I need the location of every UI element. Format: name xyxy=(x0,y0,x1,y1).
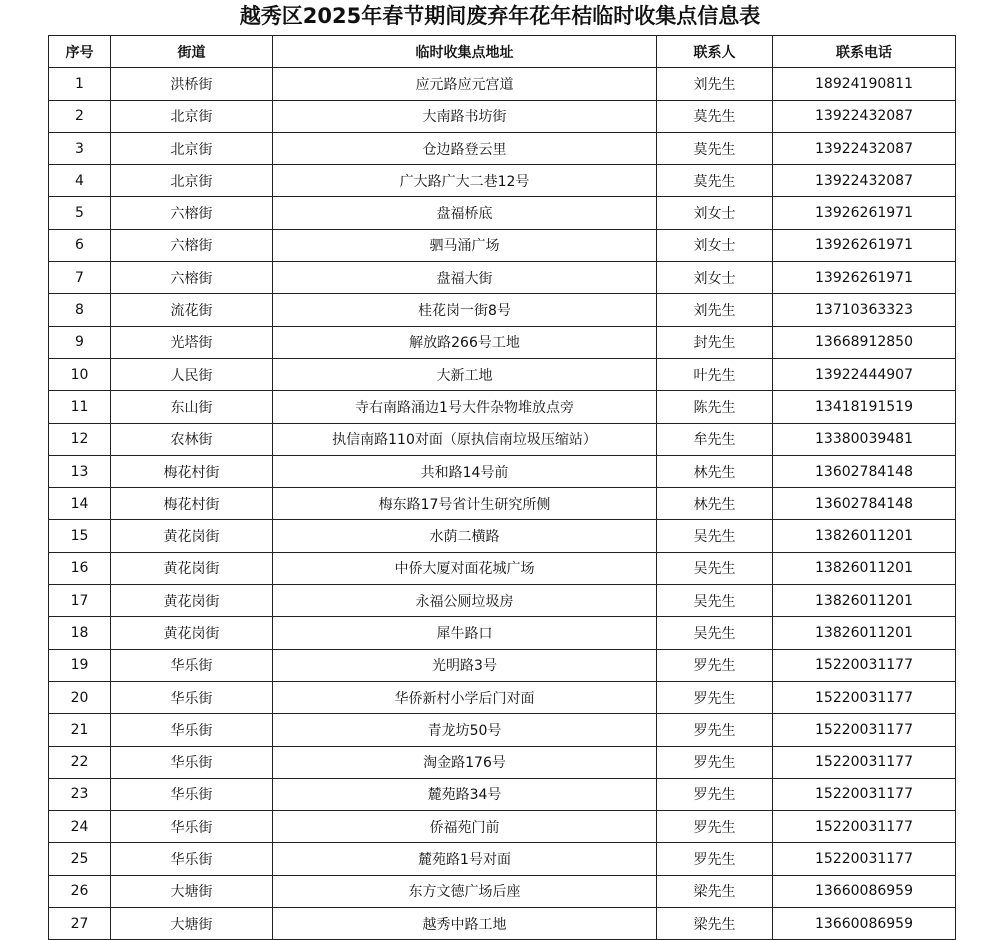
cell-contact: 梁先生 xyxy=(657,908,773,940)
cell-street: 北京街 xyxy=(111,100,273,132)
cell-address: 麓苑路1号对面 xyxy=(273,843,657,875)
cell-street: 黄花岗街 xyxy=(111,617,273,649)
table-row xyxy=(49,875,956,907)
cell-phone: 13602784148 xyxy=(773,488,956,520)
cell-address: 应元路应元宫道 xyxy=(273,68,657,100)
cell-contact: 梁先生 xyxy=(657,875,773,907)
cell-contact: 牟先生 xyxy=(657,423,773,455)
cell-phone: 13668912850 xyxy=(773,326,956,358)
cell-contact: 林先生 xyxy=(657,455,773,487)
cell-phone: 13826011201 xyxy=(773,520,956,552)
cell-street: 六榕街 xyxy=(111,197,273,229)
cell-index: 13 xyxy=(49,455,111,487)
cell-street: 人民街 xyxy=(111,358,273,390)
cell-contact: 刘女士 xyxy=(657,229,773,261)
cell-address: 犀牛路口 xyxy=(273,617,657,649)
cell-address: 东方文德广场后座 xyxy=(273,875,657,907)
cell-address: 驷马涌广场 xyxy=(273,229,657,261)
cell-phone: 15220031177 xyxy=(773,811,956,843)
cell-phone: 15220031177 xyxy=(773,714,956,746)
table-row xyxy=(49,520,956,552)
table-row xyxy=(49,488,956,520)
cell-phone: 13922444907 xyxy=(773,358,956,390)
cell-address: 青龙坊50号 xyxy=(273,714,657,746)
table-row xyxy=(49,100,956,132)
cell-address: 寺右南路涌边1号大件杂物堆放点旁 xyxy=(273,391,657,423)
cell-index: 19 xyxy=(49,649,111,681)
cell-contact: 莫先生 xyxy=(657,165,773,197)
cell-address: 越秀中路工地 xyxy=(273,908,657,940)
cell-index: 10 xyxy=(49,358,111,390)
collection-points-table xyxy=(48,35,956,940)
cell-contact: 罗先生 xyxy=(657,843,773,875)
cell-phone: 18924190811 xyxy=(773,68,956,100)
cell-phone: 13826011201 xyxy=(773,585,956,617)
table-row xyxy=(49,423,956,455)
cell-street: 东山街 xyxy=(111,391,273,423)
cell-address: 共和路14号前 xyxy=(273,455,657,487)
table-row xyxy=(49,585,956,617)
cell-contact: 罗先生 xyxy=(657,649,773,681)
header-contact: 联系人 xyxy=(657,36,773,68)
table-row xyxy=(49,811,956,843)
cell-index: 14 xyxy=(49,488,111,520)
cell-index: 20 xyxy=(49,681,111,713)
cell-street: 北京街 xyxy=(111,165,273,197)
cell-address: 解放路266号工地 xyxy=(273,326,657,358)
table-row xyxy=(49,132,956,164)
cell-street: 六榕街 xyxy=(111,229,273,261)
cell-phone: 13926261971 xyxy=(773,262,956,294)
cell-address: 永福公厕垃圾房 xyxy=(273,585,657,617)
cell-street: 梅花村街 xyxy=(111,488,273,520)
cell-contact: 罗先生 xyxy=(657,681,773,713)
cell-contact: 罗先生 xyxy=(657,811,773,843)
cell-index: 2 xyxy=(49,100,111,132)
cell-street: 六榕街 xyxy=(111,262,273,294)
cell-street: 大塘街 xyxy=(111,875,273,907)
cell-street: 黄花岗街 xyxy=(111,520,273,552)
cell-index: 4 xyxy=(49,165,111,197)
table-row xyxy=(49,681,956,713)
cell-index: 18 xyxy=(49,617,111,649)
cell-street: 华乐街 xyxy=(111,843,273,875)
cell-contact: 莫先生 xyxy=(657,100,773,132)
cell-contact: 罗先生 xyxy=(657,714,773,746)
cell-index: 5 xyxy=(49,197,111,229)
cell-index: 7 xyxy=(49,262,111,294)
cell-contact: 林先生 xyxy=(657,488,773,520)
table-row xyxy=(49,746,956,778)
cell-index: 26 xyxy=(49,875,111,907)
cell-street: 华乐街 xyxy=(111,714,273,746)
table-header-row xyxy=(49,36,956,68)
cell-index: 9 xyxy=(49,326,111,358)
cell-index: 21 xyxy=(49,714,111,746)
cell-street: 梅花村街 xyxy=(111,455,273,487)
cell-phone: 13926261971 xyxy=(773,229,956,261)
cell-address: 淘金路176号 xyxy=(273,746,657,778)
cell-phone: 13418191519 xyxy=(773,391,956,423)
cell-phone: 13660086959 xyxy=(773,875,956,907)
cell-phone: 13710363323 xyxy=(773,294,956,326)
cell-phone: 15220031177 xyxy=(773,649,956,681)
cell-index: 15 xyxy=(49,520,111,552)
cell-address: 水荫二横路 xyxy=(273,520,657,552)
table-row xyxy=(49,165,956,197)
table-row xyxy=(49,714,956,746)
cell-phone: 15220031177 xyxy=(773,843,956,875)
cell-phone: 13826011201 xyxy=(773,617,956,649)
cell-index: 1 xyxy=(49,68,111,100)
header-address: 临时收集点地址 xyxy=(273,36,657,68)
cell-contact: 罗先生 xyxy=(657,778,773,810)
cell-contact: 吴先生 xyxy=(657,552,773,584)
cell-index: 23 xyxy=(49,778,111,810)
cell-contact: 刘女士 xyxy=(657,262,773,294)
cell-street: 大塘街 xyxy=(111,908,273,940)
cell-address: 梅东路17号省计生研究所侧 xyxy=(273,488,657,520)
cell-address: 麓苑路34号 xyxy=(273,778,657,810)
cell-phone: 15220031177 xyxy=(773,681,956,713)
cell-contact: 刘女士 xyxy=(657,197,773,229)
table-row xyxy=(49,455,956,487)
table-row xyxy=(49,197,956,229)
table-row xyxy=(49,843,956,875)
cell-contact: 吴先生 xyxy=(657,617,773,649)
cell-contact: 吴先生 xyxy=(657,585,773,617)
cell-contact: 莫先生 xyxy=(657,132,773,164)
cell-phone: 13922432087 xyxy=(773,132,956,164)
cell-index: 24 xyxy=(49,811,111,843)
cell-address: 执信南路110对面（原执信南垃圾压缩站） xyxy=(273,423,657,455)
cell-index: 12 xyxy=(49,423,111,455)
cell-contact: 吴先生 xyxy=(657,520,773,552)
cell-index: 27 xyxy=(49,908,111,940)
cell-address: 华侨新村小学后门对面 xyxy=(273,681,657,713)
table-row xyxy=(49,908,956,940)
cell-phone: 13380039481 xyxy=(773,423,956,455)
cell-street: 华乐街 xyxy=(111,746,273,778)
cell-address: 侨福苑门前 xyxy=(273,811,657,843)
table-row xyxy=(49,68,956,100)
cell-phone: 13602784148 xyxy=(773,455,956,487)
cell-phone: 13826011201 xyxy=(773,552,956,584)
cell-index: 25 xyxy=(49,843,111,875)
table-row xyxy=(49,649,956,681)
cell-index: 11 xyxy=(49,391,111,423)
header-index: 序号 xyxy=(49,36,111,68)
cell-contact: 刘先生 xyxy=(657,68,773,100)
cell-index: 6 xyxy=(49,229,111,261)
cell-index: 22 xyxy=(49,746,111,778)
cell-street: 农林街 xyxy=(111,423,273,455)
cell-phone: 15220031177 xyxy=(773,778,956,810)
cell-street: 流花街 xyxy=(111,294,273,326)
header-street: 街道 xyxy=(111,36,273,68)
table-row xyxy=(49,358,956,390)
cell-phone: 13926261971 xyxy=(773,197,956,229)
cell-street: 华乐街 xyxy=(111,649,273,681)
cell-contact: 封先生 xyxy=(657,326,773,358)
cell-index: 16 xyxy=(49,552,111,584)
page-title: 越秀区2025年春节期间废弃年花年桔临时收集点信息表 xyxy=(239,4,761,28)
cell-address: 广大路广大二巷12号 xyxy=(273,165,657,197)
table-row xyxy=(49,391,956,423)
cell-street: 华乐街 xyxy=(111,681,273,713)
cell-contact: 罗先生 xyxy=(657,746,773,778)
cell-address: 中侨大厦对面花城广场 xyxy=(273,552,657,584)
cell-index: 8 xyxy=(49,294,111,326)
table-row xyxy=(49,229,956,261)
cell-street: 光塔街 xyxy=(111,326,273,358)
cell-phone: 13660086959 xyxy=(773,908,956,940)
cell-address: 盘福桥底 xyxy=(273,197,657,229)
cell-phone: 13922432087 xyxy=(773,100,956,132)
cell-address: 光明路3号 xyxy=(273,649,657,681)
cell-contact: 叶先生 xyxy=(657,358,773,390)
table-row xyxy=(49,552,956,584)
cell-address: 盘福大街 xyxy=(273,262,657,294)
table-row xyxy=(49,778,956,810)
cell-index: 3 xyxy=(49,132,111,164)
cell-street: 黄花岗街 xyxy=(111,552,273,584)
cell-street: 洪桥街 xyxy=(111,68,273,100)
cell-address: 大新工地 xyxy=(273,358,657,390)
cell-address: 桂花岗一街8号 xyxy=(273,294,657,326)
cell-street: 北京街 xyxy=(111,132,273,164)
table-row xyxy=(49,262,956,294)
cell-phone: 15220031177 xyxy=(773,746,956,778)
cell-street: 华乐街 xyxy=(111,811,273,843)
table-row xyxy=(49,326,956,358)
header-phone: 联系电话 xyxy=(773,36,956,68)
table-row xyxy=(49,294,956,326)
cell-street: 黄花岗街 xyxy=(111,585,273,617)
cell-address: 大南路书坊街 xyxy=(273,100,657,132)
cell-phone: 13922432087 xyxy=(773,165,956,197)
cell-street: 华乐街 xyxy=(111,778,273,810)
table-row xyxy=(49,617,956,649)
cell-index: 17 xyxy=(49,585,111,617)
cell-contact: 刘先生 xyxy=(657,294,773,326)
cell-address: 仓边路登云里 xyxy=(273,132,657,164)
cell-contact: 陈先生 xyxy=(657,391,773,423)
